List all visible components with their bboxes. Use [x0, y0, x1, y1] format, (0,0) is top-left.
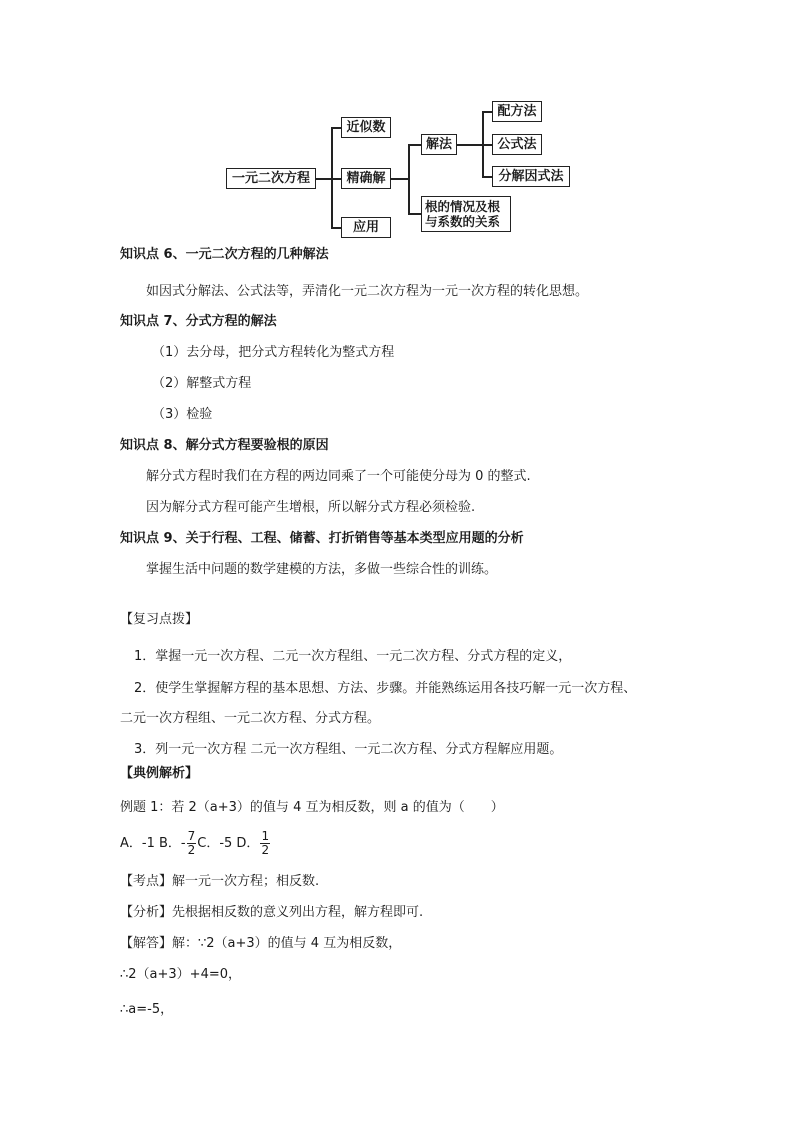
review-item: 二元一次方程组、一元二次方程、分式方程。	[120, 711, 381, 726]
section-heading: 知识点 6、一元二次方程的几种解法	[120, 247, 329, 262]
review-item: 1．掌握一元一次方程、二元一次方程组、一元二次方程、分式方程的定义，	[134, 649, 572, 664]
review-item: 2．使学生掌握解方程的基本思想、方法、步骤。并能熟练运用各技巧解一元一次方程、	[134, 681, 637, 696]
fraction-one-half	[260, 830, 270, 857]
example-jieda: 【解答】解：∵2（a+3）的值与 4 互为相反数，	[120, 936, 402, 951]
tree-connector	[408, 213, 421, 215]
tree-node-completing-square: 配方法	[492, 101, 542, 122]
section-text: 因为解分式方程可能产生增根，所以解分式方程必须检验.	[146, 500, 476, 515]
tree-root-node: 一元二次方程	[226, 168, 316, 189]
tree-connector	[331, 127, 341, 129]
tree-connector	[482, 176, 492, 178]
tree-connector	[482, 144, 492, 146]
tree-connector	[457, 144, 483, 146]
roots-relation-line-2: 与系数的关系	[425, 214, 501, 229]
review-item: 3．列一元一次方程 二元一次方程组、一元二次方程、分式方程解应用题。	[134, 742, 563, 757]
fraction-denominator: 2	[187, 843, 196, 857]
example-fenxi: 【分析】先根据相反数的意义列出方程，解方程即可.	[120, 905, 424, 920]
example-kaodian: 【考点】解一元一次方程；相反数.	[120, 874, 320, 889]
example-question: 例题 1：若 2（a+3）的值与 4 互为相反数，则 a 的值为（ ）	[120, 800, 504, 815]
section-text: 解分式方程时我们在方程的两边同乘了一个可能使分母为 0 的整式.	[146, 469, 531, 484]
tree-node-roots-relation	[421, 196, 511, 232]
fraction-numerator: 1	[261, 829, 270, 843]
section-heading: 知识点 8、解分式方程要验根的原因	[120, 438, 329, 453]
option-text-a-b: A．-1 B．-	[120, 836, 186, 851]
tree-connector	[408, 144, 410, 214]
tree-node-factoring: 分解因式法	[492, 166, 570, 187]
section-text: （1）去分母，把分式方程转化为整式方程	[152, 345, 395, 360]
tree-node-exact: 精确解	[341, 168, 391, 189]
tree-connector	[331, 227, 341, 229]
tree-connector	[408, 144, 421, 146]
example-title: 【典例解析】	[120, 766, 199, 781]
tree-connector	[391, 178, 409, 180]
roots-relation-line-1: 根的情况及根	[425, 199, 501, 214]
review-title: 【复习点拨】	[120, 612, 199, 627]
section-text: （3）检验	[152, 407, 213, 422]
fraction-denominator: 2	[261, 843, 270, 857]
example-step: ∴a=-5，	[120, 1002, 174, 1017]
tree-connector	[331, 178, 341, 180]
tree-node-solve: 解法	[421, 134, 457, 155]
example-options	[120, 828, 271, 860]
tree-node-formula: 公式法	[492, 134, 542, 155]
section-heading: 知识点 7、分式方程的解法	[120, 314, 277, 329]
section-text: 如因式分解法、公式法等，弄清化一元二次方程为一元一次方程的转化思想。	[146, 284, 589, 299]
example-step: ∴2（a+3）+4=0，	[120, 967, 241, 982]
knowledge-tree-diagram	[0, 0, 794, 240]
tree-node-application: 应用	[341, 217, 391, 238]
section-text: 掌握生活中问题的数学建模的方法，多做一些综合性的训练。	[146, 562, 498, 577]
tree-connector	[316, 178, 332, 180]
option-text-c-d: C．-5 D．	[197, 836, 260, 851]
tree-connector	[482, 111, 492, 113]
fraction-seven-halves	[187, 830, 197, 857]
fraction-numerator: 7	[187, 829, 196, 843]
tree-node-approx: 近似数	[341, 117, 391, 138]
section-text: （2）解整式方程	[152, 376, 252, 391]
section-heading: 知识点 9、关于行程、工程、储蓄、打折销售等基本类型应用题的分析	[120, 531, 524, 546]
